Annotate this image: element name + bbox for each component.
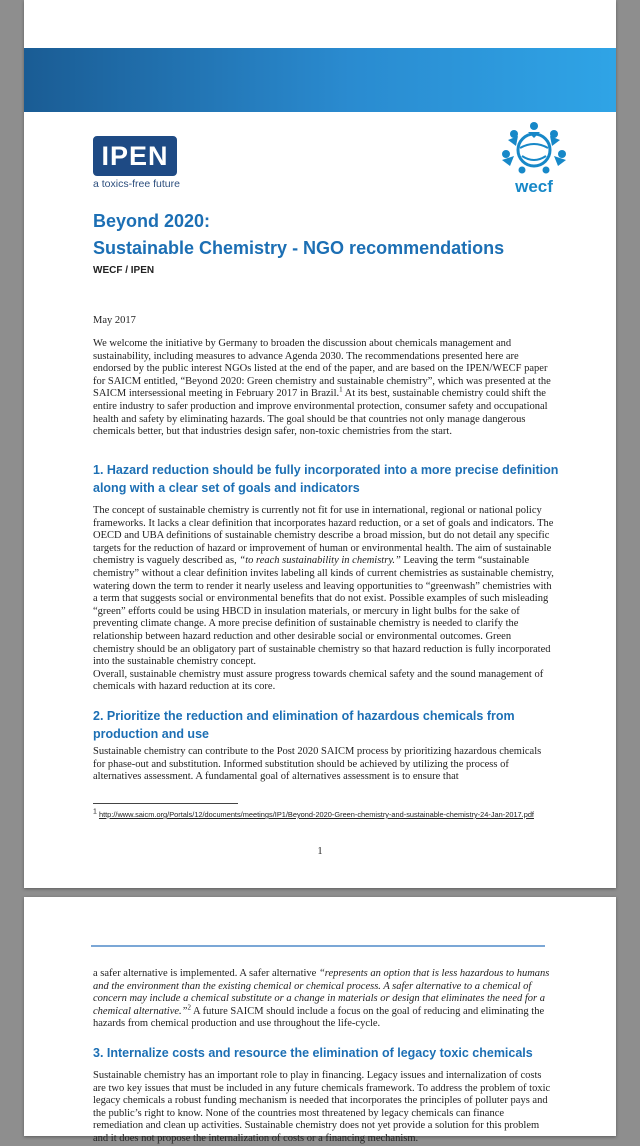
document-title-line-1: Beyond 2020: bbox=[93, 211, 211, 231]
continuation-quote: “represents an option that is less hazardous to humans and the environment than the existing chemical or chemical process. A safer alternative to a chemical of concern may include a chemical substitute or a change in materials or design that eliminates the need for a chemical alternative.” bbox=[93, 968, 550, 1017]
section-2-heading: 2. Prioritize the reduction and elimination of hazardous chemicals from production and use bbox=[93, 709, 515, 741]
ipen-logo-text: IPEN bbox=[101, 140, 169, 171]
document-date: May 2017 bbox=[93, 315, 136, 326]
section-1-text-part-3: Overall, sustainable chemistry must assure progress towards chemical safety and the sound management of chemicals with hazard reduction at its core. bbox=[93, 668, 544, 693]
section-1-quote: “to reach sustainability in chemistry.” bbox=[239, 555, 401, 567]
page-2-continuation bbox=[93, 968, 555, 1031]
ipen-logo-box bbox=[93, 136, 177, 176]
document-page-1 bbox=[24, 0, 616, 888]
wecf-globe-people-icon bbox=[494, 118, 574, 176]
footnote-ref-1[interactable]: 1 bbox=[339, 385, 343, 394]
document-authors: WECF / IPEN bbox=[93, 265, 155, 276]
footnote-link[interactable]: http://www.saicm.org/Portals/12/documents/meetings/IP1/Beyond-2020-Green-chemistry-and-sustainable-chemistry-24-Jan-2017.pdf bbox=[98, 810, 534, 819]
section-1-body bbox=[93, 505, 555, 694]
header-banner bbox=[24, 48, 616, 112]
ipen-logo bbox=[93, 136, 180, 190]
section-3-body: Sustainable chemistry has an important role to play in financing. Legacy issues and internalization of costs are two key issues that must be included in any future chemicals framework. To address the problem of toxic legacy chemicals a robust funding mechanism is needed that incorporates the principles of polluter pays and the public’s right to know. None of the countries most threatened by legacy chemicals can finance remediation and clean up activities. Sustainable chemistry does not yet provide a solution for this problem and it does not propose the internalization of costs or a financing mechanism. bbox=[93, 1070, 551, 1144]
section-1-heading: 1. Hazard reduction should be fully incorporated into a more precise definition along with a clear set of goals and indicators bbox=[93, 463, 559, 495]
document-title-line-2: Sustainable Chemistry - NGO recommendations bbox=[93, 238, 505, 258]
continuation-text-part-2: A future SAICM should include a focus on the goal of reducing and eliminating the hazards from chemical production and use throughout the life-cycle. bbox=[93, 1005, 545, 1030]
intro-paragraph bbox=[93, 338, 555, 439]
section-3-heading: 3. Internalize costs and resource the elimination of legacy toxic chemicals bbox=[93, 1046, 533, 1060]
footnote-number: 1 bbox=[93, 808, 97, 816]
page-number: 1 bbox=[317, 846, 323, 857]
footnote-divider bbox=[93, 803, 238, 804]
document-page-2 bbox=[24, 897, 616, 1144]
ipen-tagline: a toxics-free future bbox=[93, 178, 180, 190]
page-2-header-rule bbox=[91, 945, 545, 947]
section-1-text-part-1: The concept of sustainable chemistry is currently not fit for use in international, regional or national policy frameworks. It lacks a clear definition that incorporates hazard reduction, or a set of goals and indicators. The OECD and UBA definitions of sustainable chemistry describe a broad mission, but do not detail any specific targets for the reduction of hazard or improvement of human or environmental health. The aim of sustainable chemistry is vaguely described as, bbox=[93, 505, 554, 567]
section-2-body: Sustainable chemistry can contribute to the Post 2020 SAICM process by prioritizing hazardous chemicals for phase-out and substitution. Informed substitution should be achieved by utilizing the process of alternatives assessment. A fundamental goal of alternatives assessment is to ensure that bbox=[93, 746, 542, 783]
intro-text-part-2: At its best, sustainable chemistry could shift the entire industry to safer production and improve environmental protection, consumer safety and occupational health and safety by eliminating hazards. The goal should be that countries not only manage dangerous chemicals better, but that industries design safer, non-toxic chemistries from the start. bbox=[93, 388, 548, 438]
section-1-text-part-2: Leaving the term “sustainable chemistry” without a clear definition invites labeling all kinds of current chemistries as sustainable chemistry, watering down the term to render it nearly useless and leaving opportunities to “greenwash” chemistries with a term that suggests social or environmental benefits that do not exist. Possible examples of such misleading “green” efforts could be using HBCD in insulation materials, or mercury in light bulbs for the sake of preventing climate change. A more precise definition of sustainable chemistry is needed to clarify the relationship between hazard reduction and other desirable social or environmental outcomes. Green chemistry should be an obligatory part of sustainable chemistry so that hazard reduction is fully incorporated into the sustainable chemistry concept. bbox=[93, 555, 554, 668]
intro-text-part-1: We welcome the initiative by Germany to broaden the discussion about chemicals management and sustainability, including measures to advance Agenda 2030. The recommendations presented here are endorsed by the public interest NGOs listed at the end of the paper, and are based on the IPEN/WECF paper for SAICM entitled, “Beyond 2020: Green chemistry and sustainable chemistry”, which was presented at the SAICM intersessional meeting in February 2017 in Brazil. bbox=[93, 338, 551, 400]
footnote-1 bbox=[93, 810, 563, 820]
wecf-logo-text: wecf bbox=[515, 177, 553, 196]
continuation-text-part-1: a safer alternative is implemented. A safer alternative bbox=[93, 968, 319, 979]
wecf-logo bbox=[494, 118, 574, 197]
footnote-ref-2[interactable]: 2 bbox=[187, 1003, 191, 1012]
